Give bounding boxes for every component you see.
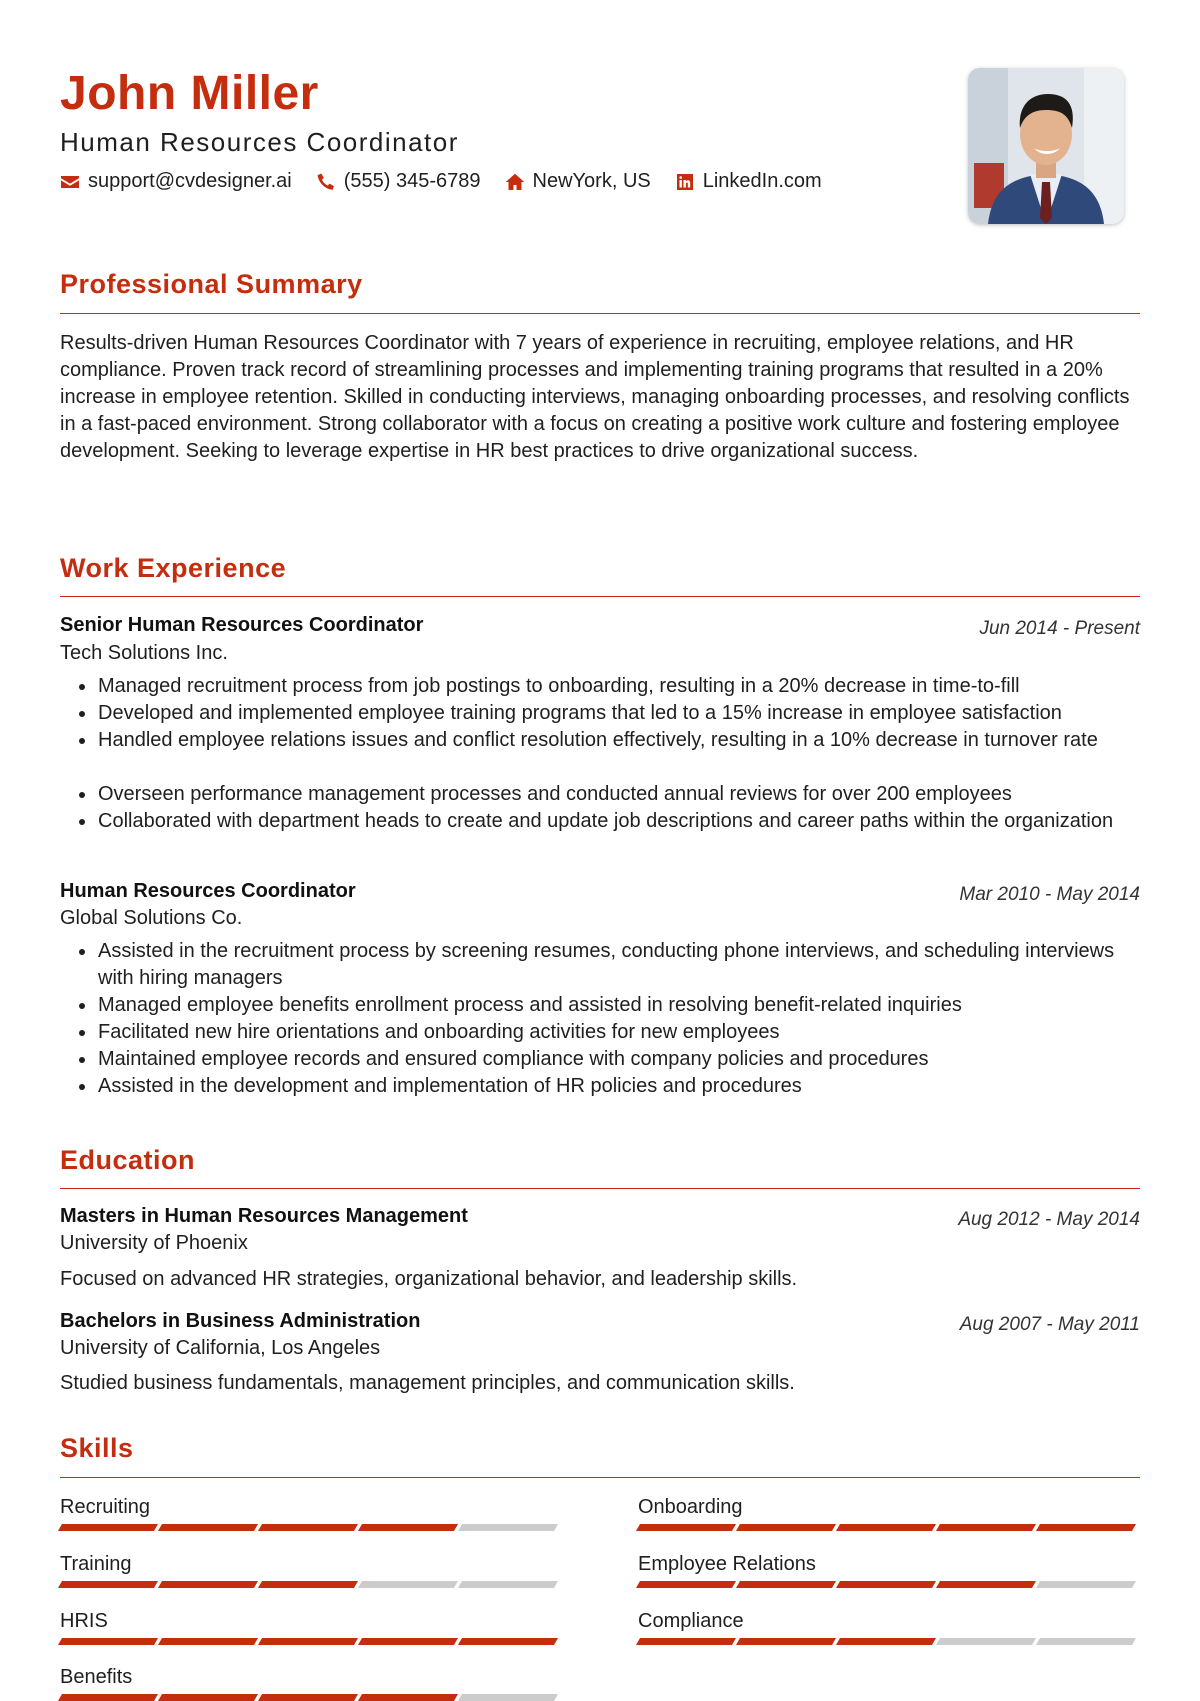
skill-segment-filled — [1036, 1524, 1136, 1531]
degree-dates: Aug 2007 - May 2011 — [959, 1314, 1140, 1335]
skill-segment-filled — [258, 1581, 358, 1588]
skill-segment-empty — [1036, 1638, 1136, 1645]
skill-segment-empty — [936, 1638, 1036, 1645]
job-bullets — [60, 673, 1140, 835]
degree-school: University of Phoenix — [60, 1232, 248, 1254]
skill-segment-filled — [936, 1524, 1036, 1531]
skill-item — [60, 1494, 560, 1531]
skill-segment-filled — [58, 1638, 158, 1645]
skill-segment-filled — [358, 1638, 458, 1645]
skill-segment-filled — [158, 1638, 258, 1645]
contact-phone-text: (555) 345-6789 — [343, 170, 481, 192]
job-bullet: Handled employee relations issues and conflict resolution effectively, resulting in a 10% decrease in turnover rate — [60, 727, 1140, 754]
job-dates: Mar 2010 - May 2014 — [959, 884, 1140, 905]
contact-linkedin[interactable] — [675, 170, 822, 193]
contact-email-text: support@cvdesigner.ai — [88, 170, 292, 192]
summary-text: Results-driven Human Resources Coordinator with 7 years of experience in recruiting, employee relations, and HR compliance. Proven track record of streamlining processes and implementing training programs that resulted in a 20% increase in employee retention. Skilled in conducting interviews, managing onboarding processes, and resolving conflicts in a fast-paced environment. Strong collaborator with a focus on creating a positive work culture and fostering employee development. Seeking to leverage expertise in HR best practices to drive organizational success. — [60, 332, 1130, 462]
skill-segment-filled — [636, 1524, 736, 1531]
skill-segment-filled — [836, 1581, 936, 1588]
contact-email[interactable] — [60, 170, 292, 193]
skill-segment-empty — [458, 1524, 558, 1531]
degree-description: Studied business fundamentals, management principles, and communication skills. — [60, 1372, 795, 1394]
skill-segment-filled — [736, 1581, 836, 1588]
education-divider — [60, 1188, 1140, 1189]
skill-item — [60, 1664, 560, 1701]
skill-segment-filled — [158, 1694, 258, 1701]
person-photo-icon — [968, 68, 1124, 224]
job-dates: Jun 2014 - Present — [979, 618, 1140, 639]
skill-segment-empty — [458, 1694, 558, 1701]
job-bullet: Managed recruitment process from job postings to onboarding, resulting in a 20% decrease in time-to-fill — [60, 673, 1140, 700]
skill-segment-filled — [258, 1524, 358, 1531]
profile-photo — [968, 68, 1124, 224]
skill-segment-filled — [936, 1581, 1036, 1588]
skill-segment-filled — [458, 1638, 558, 1645]
job-bullet: Collaborated with department heads to create and update job descriptions and career paths within the organization — [60, 808, 1140, 835]
job-company: Global Solutions Co. — [60, 907, 243, 929]
skill-segment-filled — [636, 1638, 736, 1645]
skill-segment-filled — [358, 1524, 458, 1531]
skill-segment-filled — [158, 1524, 258, 1531]
degree-school: University of California, Los Angeles — [60, 1337, 381, 1359]
skill-level-bar — [60, 1524, 560, 1531]
skill-segment-filled — [58, 1694, 158, 1701]
contact-linkedin-text: LinkedIn.com — [702, 170, 822, 192]
skill-segment-empty — [458, 1581, 558, 1588]
skill-name: HRIS — [60, 1610, 108, 1632]
contact-phone[interactable] — [316, 170, 481, 193]
skill-item — [638, 1608, 1138, 1645]
summary-heading: Professional Summary — [60, 269, 363, 299]
job-bullet: Assisted in the recruitment process by screening resumes, conducting phone interviews, and scheduling interviews with hiring managers — [60, 938, 1140, 992]
skill-segment-empty — [1036, 1581, 1136, 1588]
skill-segment-filled — [736, 1524, 836, 1531]
skill-level-bar — [638, 1524, 1138, 1531]
job-title: Human Resources Coordinator — [60, 880, 356, 902]
skill-level-bar — [60, 1638, 560, 1645]
home-icon — [505, 172, 525, 192]
phone-icon — [316, 172, 336, 192]
skill-level-bar — [638, 1638, 1138, 1645]
job-bullet: Managed employee benefits enrollment process and assisted in resolving benefit-related inquiries — [60, 992, 1140, 1019]
skill-name: Compliance — [638, 1610, 744, 1632]
job-bullets — [60, 938, 1140, 1100]
candidate-name: John Miller — [60, 67, 319, 120]
skill-segment-filled — [836, 1638, 936, 1645]
linkedin-icon — [675, 172, 695, 192]
candidate-title: Human Resources Coordinator — [60, 127, 459, 157]
skill-segment-filled — [836, 1524, 936, 1531]
contact-bar — [60, 170, 846, 193]
skill-segment-filled — [258, 1638, 358, 1645]
job-company: Tech Solutions Inc. — [60, 642, 228, 664]
skill-level-bar — [60, 1694, 560, 1701]
skill-segment-filled — [58, 1524, 158, 1531]
contact-location-text: NewYork, US — [532, 170, 651, 192]
contact-location — [505, 170, 651, 193]
degree-title: Masters in Human Resources Management — [60, 1205, 468, 1227]
experience-divider — [60, 596, 1140, 597]
skill-name: Employee Relations — [638, 1553, 816, 1575]
job-bullet: Assisted in the development and implementation of HR policies and procedures — [60, 1073, 1140, 1100]
job-bullet: Maintained employee records and ensured compliance with company policies and procedures — [60, 1046, 1140, 1073]
skill-name: Recruiting — [60, 1496, 151, 1518]
degree-description: Focused on advanced HR strategies, organizational behavior, and leadership skills. — [60, 1268, 798, 1290]
experience-heading: Work Experience — [60, 553, 287, 583]
skill-name: Benefits — [60, 1666, 133, 1688]
skill-level-bar — [60, 1581, 560, 1588]
skill-segment-empty — [358, 1581, 458, 1588]
education-heading: Education — [60, 1145, 196, 1175]
skill-name: Training — [60, 1553, 132, 1575]
skill-segment-filled — [636, 1581, 736, 1588]
skill-item — [638, 1551, 1138, 1588]
degree-dates: Aug 2012 - May 2014 — [958, 1209, 1140, 1230]
skill-item — [60, 1551, 560, 1588]
skill-segment-filled — [58, 1581, 158, 1588]
skill-segment-filled — [158, 1581, 258, 1588]
skill-item — [638, 1494, 1138, 1531]
skill-segment-filled — [258, 1694, 358, 1701]
envelope-icon — [60, 172, 80, 192]
skill-level-bar — [638, 1581, 1138, 1588]
skill-segment-filled — [358, 1694, 458, 1701]
skills-divider — [60, 1477, 1140, 1478]
job-bullet: Overseen performance management processes and conducted annual reviews for over 200 employees — [60, 781, 1140, 808]
skill-item — [60, 1608, 560, 1645]
skills-heading: Skills — [60, 1433, 134, 1463]
job-bullet: Facilitated new hire orientations and onboarding activities for new employees — [60, 1019, 1140, 1046]
skill-segment-filled — [736, 1638, 836, 1645]
skill-name: Onboarding — [638, 1496, 743, 1518]
job-bullet: Developed and implemented employee training programs that led to a 15% increase in employee satisfaction — [60, 700, 1140, 727]
summary-divider — [60, 313, 1140, 314]
degree-title: Bachelors in Business Administration — [60, 1310, 421, 1332]
job-title: Senior Human Resources Coordinator — [60, 614, 424, 636]
